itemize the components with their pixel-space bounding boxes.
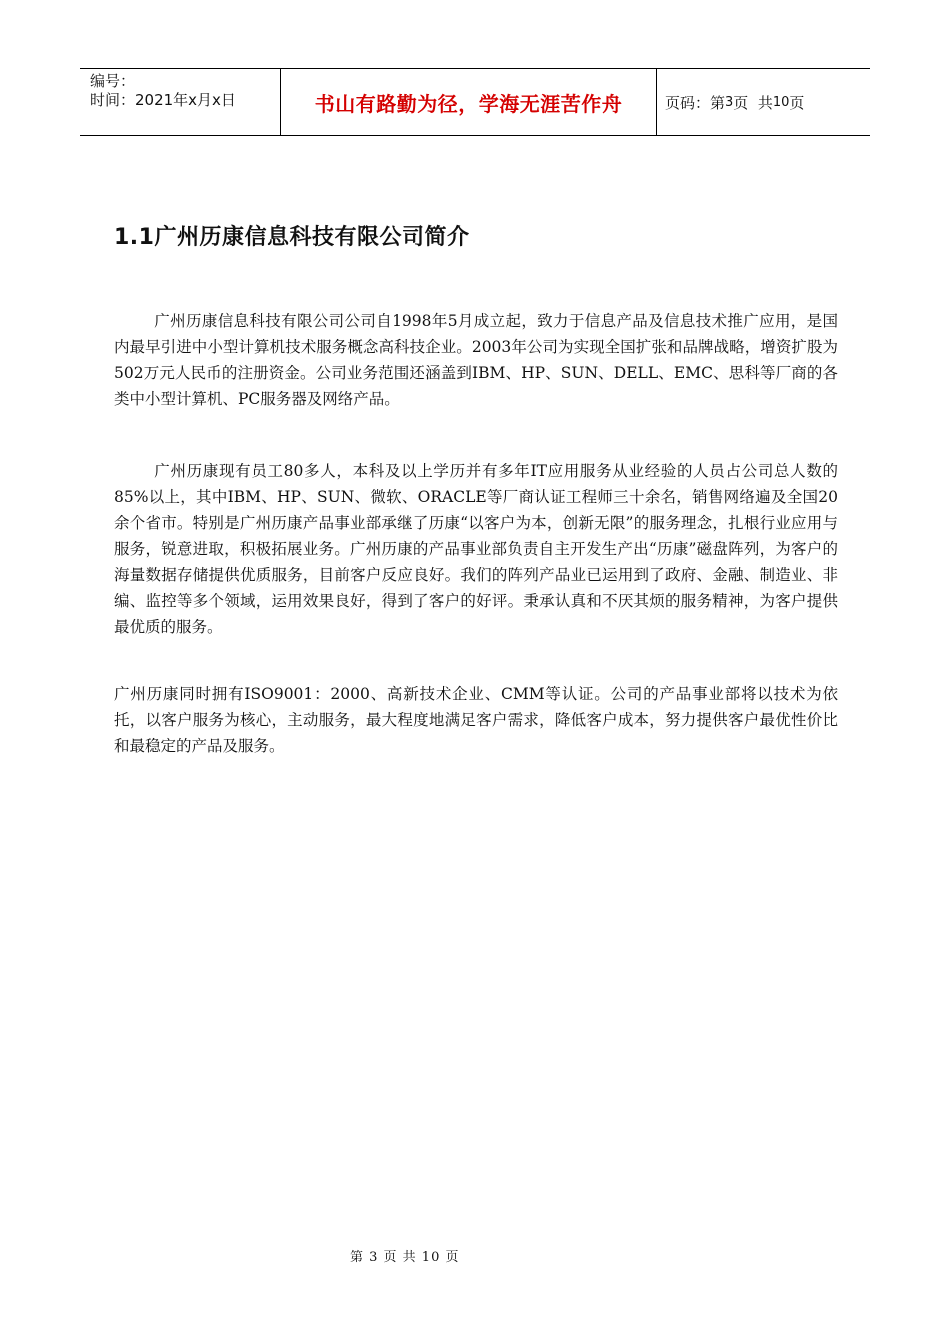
page-footer: 第 3 页 共 10 页 [350,1250,460,1265]
page-total: 10 [772,94,790,110]
paragraph-staff: 广州历康现有员工80多人，本科及以上学历并有多年IT应用服务从业经验的人员占公司总人数的85%以上，其中IBM、HP、SUN、微软、ORACLE等厂商认证工程师三十余名，销售网络遍及全国20余个省市。特别是广州历康产品事业部承继了历康“以客户为本，创新无限”的服务理念，扎根行业应用与服务，锐意进取，积极拓展业务。广州历康的产品事业部负责自主开发生产出“历康”磁盘阵列，为客户的海量数据存储提供优质服务，目前客户反应良好。我们的阵列产品业已运用到了政府、金融、制造业、非编、监控等多个领域，运用效果良好，得到了客户的好评。秉承认真和不厌其烦的服务精神，为客户提供最优质的服务。 [114,462,838,636]
paragraph-intro: 广州历康信息科技有限公司公司自1998年5月成立起，致力于信息产品及信息技术推广应用，是国内最早引进中小型计算机技术服务概念高科技企业。2003年公司为实现全国扩张和品牌战略，增资扩股为502万元人民币的注册资金。公司业务范围还涵盖到IBM、HP、SUN、DELL、EMC、思科等厂商的各类中小型计算机、PC服务器及网络产品。 [114,312,838,408]
serial-number-label: 编号： [90,72,136,90]
paragraph-certification: 广州历康同时拥有ISO9001：2000、高新技术企业、CMM等认证。公司的产品事业部将以技术为依托，以客户服务为核心，主动服务，最大程度地满足客户需求，降低客户成本，努力提供客户最优性价比和最稳定的产品及服务。 [114,685,838,755]
date-label: 时间：2021年x月x日 [90,91,236,109]
header-meta [80,69,281,135]
header-page-info [657,69,870,135]
page-info-mid: 页 共 [733,93,773,112]
page-header [80,68,870,136]
page-info-suffix: 页 [789,93,805,112]
page-current: 3 [725,94,734,110]
header-motto: 书山有路勤为径，学海无涯苦作舟 [281,69,657,135]
page-info-prefix: 页码：第 [665,93,726,112]
section-title: 1.1广州历康信息科技有限公司简介 [114,225,470,250]
